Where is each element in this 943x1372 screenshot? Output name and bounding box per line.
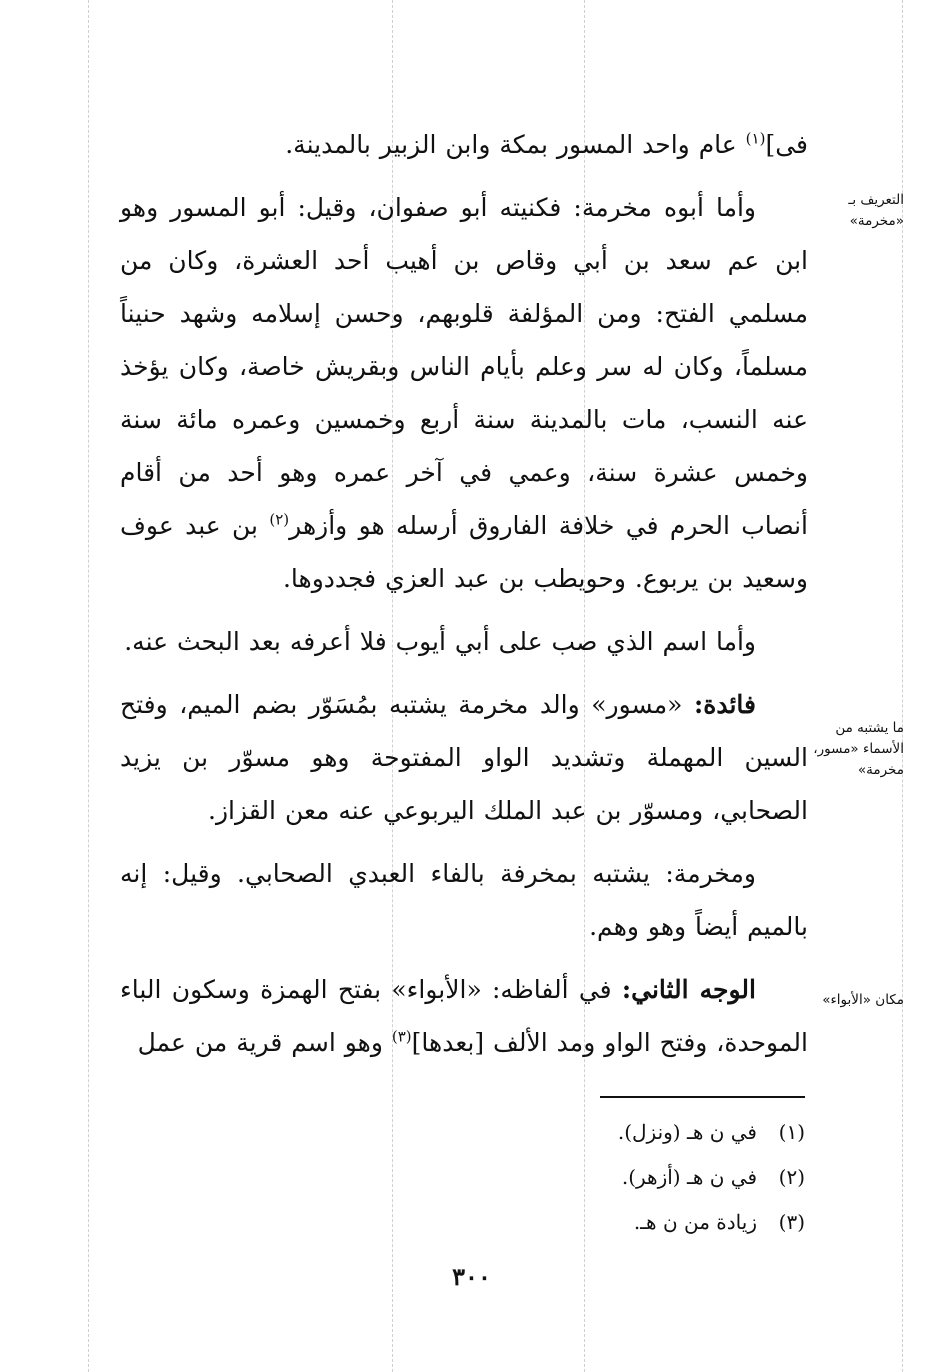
paragraph-text: عام واحد المسور بمكة وابن الزبير بالمدينة.: [285, 130, 746, 159]
footnote-separator: [600, 1096, 805, 1098]
footnote-marker: (٢): [269, 510, 290, 529]
paragraph-text: وهو اسم قرية من عمل: [137, 1028, 392, 1057]
paragraph-6: [120, 963, 808, 1069]
footnote-number: (٣): [778, 1210, 805, 1234]
footnote-number: (١): [778, 1120, 805, 1144]
paragraph-text: فى]: [765, 130, 808, 159]
bold-heading-text: فائدة:: [694, 690, 756, 719]
paragraph-2: [120, 181, 808, 605]
marginal-note-abwa: مكان «الأبواء»: [822, 992, 904, 1008]
marginal-note-similar-names: ما يشتبه من الأسماء «مسور، مخرمة»: [813, 720, 904, 778]
footnotes: [420, 1110, 805, 1245]
footnote-1: [420, 1110, 805, 1155]
paragraph-text: في ألفاظه: «الأبواء» بفتح الهمزة وسكون الباء الموحدة، وفتح الواو ومد الألف [بعدها]: [120, 975, 808, 1057]
bold-heading-text: الوجه الثاني:: [621, 975, 756, 1004]
paragraph-text: بن عبد عوف وسعيد بن يربوع. وحويطب بن عبد العزي فجددوها.: [120, 511, 808, 593]
paragraph-5: [120, 847, 808, 953]
footnote-text: في ن هـ (أزهر).: [621, 1165, 757, 1189]
footnote-3: [420, 1200, 805, 1245]
paragraph-text: «مسور» والد مخرمة يشتبه بمُسَوّر بضم الميم، وفتح السين المهملة وتشديد الواو المفتوحة وهو مسوّر بن يزيد الصحابي، ومسوّر بن عبد الملك اليربوعي عنه معن القزاز.: [120, 690, 808, 825]
marginal-note-makhrama: التعريف بـ «مخرمة»: [848, 192, 904, 229]
footnote-number: (٢): [778, 1165, 805, 1189]
footnote-2: [420, 1155, 805, 1200]
paragraph-4: [120, 678, 808, 837]
footnote-text: زيادة من ن هـ.: [633, 1210, 757, 1234]
scan-guide-line: [88, 0, 89, 1372]
footnote-text: في ن هـ (ونزل).: [617, 1120, 757, 1144]
footnote-marker: (٣): [391, 1027, 412, 1046]
page-number: ٣٠٠: [452, 1262, 491, 1291]
paragraph-3: [120, 615, 808, 668]
paragraph-text: وأما اسم الذي صب على أبي أيوب فلا أعرفه بعد البحث عنه.: [124, 627, 756, 656]
paragraph-text: وأما أبوه مخرمة: فكنيته أبو صفوان، وقيل: أبو المسور وهو ابن عم سعد بن أبي وقاص بن أهيب أحد العشرة، وكان من مسلمي الفتح: ومن المؤلفة قلوبهم، وحسن إسلامه وشهد حنيناً مسلماً، وكان له سر وعلم بأيام الناس وبقريش خاصة، وكان يؤخذ عنه النسب، مات بالمدينة سنة أربع وخمسين وعمره مائة سنة وخمس عشرة سنة، وعمي في آخر عمره وهو أحد من أقام أنصاب الحرم في خلافة الفاروق أرسله هو وأزهر: [120, 193, 808, 540]
paragraph-1: [120, 118, 808, 171]
footnote-marker: (١): [745, 129, 766, 148]
main-text: [120, 118, 808, 1079]
paragraph-text: ومخرمة: يشتبه بمخرفة بالفاء العبدي الصحابي. وقيل: إنه بالميم أيضاً وهو وهم.: [120, 859, 808, 941]
